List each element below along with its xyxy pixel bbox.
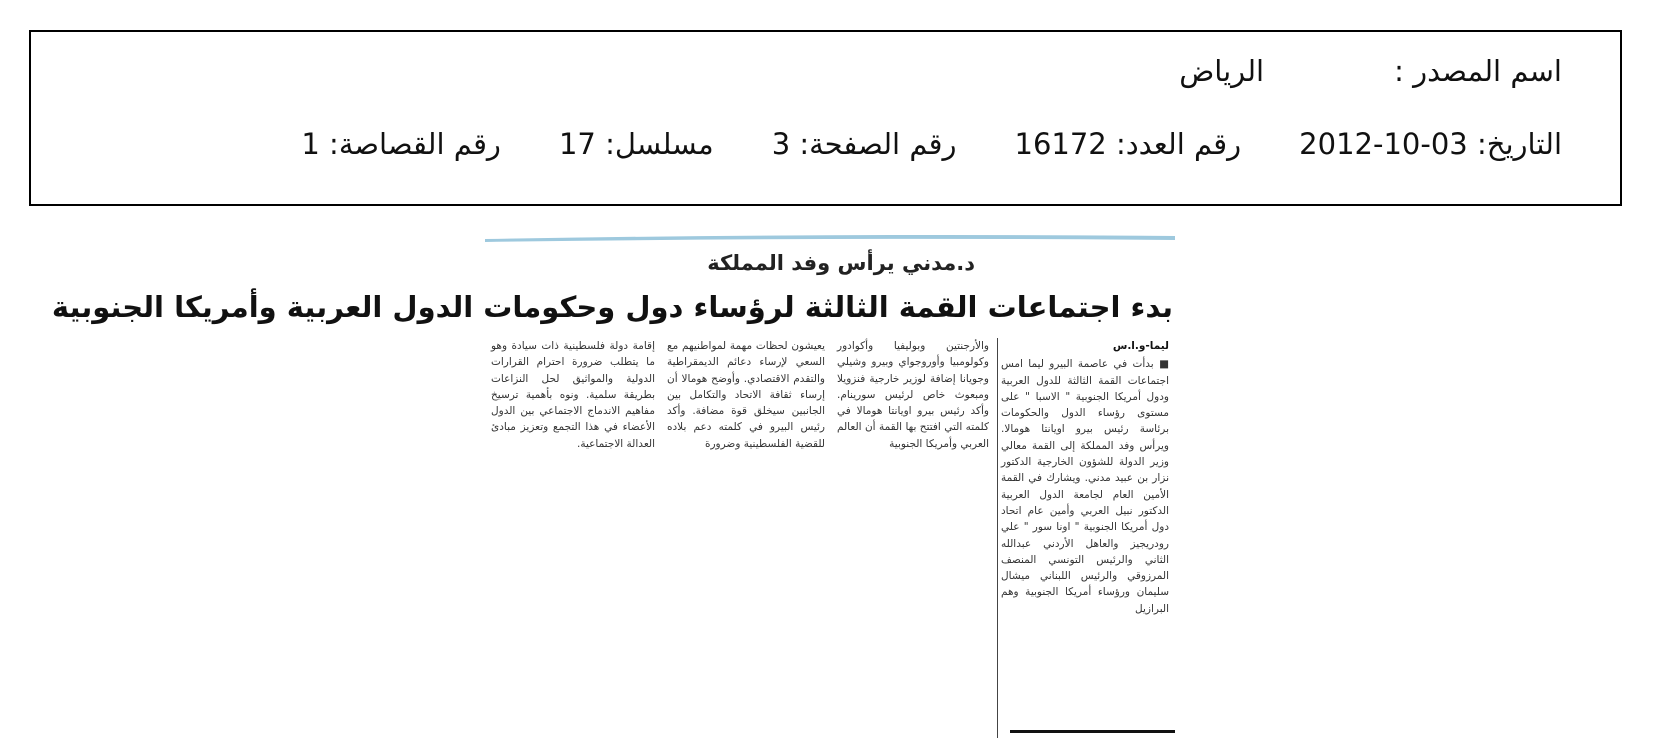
article-byline: ليما-و.ا.س <box>1112 340 1169 352</box>
article-headline: بدء اجتماعات القمة الثالثة لرؤساء دول وحكومات الدول العربية وأمريكا الجنوبية <box>51 290 1173 324</box>
page-number-field: رقم الصفحة: 3 <box>771 127 957 161</box>
source-row <box>1179 54 1562 88</box>
serial-field: مسلسل: 17 <box>558 127 714 161</box>
column-text: يعيشون لحظات مهمة لمواطنيهم مع السعي لإرساء دعائم الديمقراطية والتقدم الاقتصادي. وأوضح هومالا أن إرساء ثقافة الاتحاد والتكامل بين الجانبين سيخلق قوة مضافة. وأكد رئيس البيرو في كلمته دعم بلاده للقضية الفلسطينية وضرورة <box>667 340 825 450</box>
newspaper-clipping <box>51 232 1175 737</box>
article-column-1 <box>1001 338 1169 617</box>
article-column-4 <box>491 338 655 452</box>
bottom-rule <box>1010 730 1175 733</box>
column-divider <box>997 338 998 738</box>
issue-number-field: رقم العدد: 16172 <box>1014 127 1242 161</box>
article-column-2 <box>837 338 989 452</box>
clipping-metadata-box <box>29 30 1622 206</box>
article-kicker: د.مدني يرأس وفد المملكة <box>707 251 975 275</box>
column-text: والأرجنتين وبوليفيا وأكوادور وكولومبيا وأوروجواي وبيرو وشيلي وجويانا إضافة لوزير خارجية فنزويلا ومبعوث خاص لرئيس سورينام. وأكد رئيس بيرو اويانتا هومالا في كلمته التي افتتح بها القمة أن العالم العربي وأمريكا الجنوبية <box>837 340 989 450</box>
top-decorative-rule <box>485 232 1175 244</box>
clip-number-field: رقم القصاصة: 1 <box>301 127 501 161</box>
details-row <box>301 127 1562 161</box>
column-text: إقامة دولة فلسطينية ذات سيادة وهو ما يتطلب ضرورة احترام القرارات الدولية والمواثيق لحل النزاعات بطريقة سلمية. ونوه بأهمية ترسيخ مفاهيم الاندماج الاجتماعي بين الدول الأعضاء في هذا التجمع وتعزيز مبادئ العدالة الاجتماعية. <box>491 340 655 450</box>
date-field: التاريخ: 03-10-2012 <box>1299 127 1562 161</box>
source-label: اسم المصدر : <box>1394 54 1562 88</box>
column-text: ■ بدأت في عاصمة البيرو ليما امس اجتماعات القمة الثالثة للدول العربية ودول أمريكا الجنوبية " الاسبا " على مستوى رؤساء الدول والحكومات برئاسة رئيس بيرو اويانتا هومالا. ويرأس وفد المملكة إلى القمة معالي وزير الدولة للشؤون الخارجية الدكتور نزار بن عبيد مدني. ويشارك في القمة الأمين العام لجامعة الدول العربية الدكتور نبيل العربي وأمين عام اتحاد دول أمريكا الجنوبية " اونا سور " علي رودريجيز والعاهل الأردني عبدالله الثاني والرئيس التونسي المنصف المرزوقي والرئيس اللبناني ميشال سليمان ورؤساء أمريكا الجنوبية وهم البرازيل <box>1001 358 1169 615</box>
article-column-3 <box>667 338 825 452</box>
source-value: الرياض <box>1179 54 1265 88</box>
